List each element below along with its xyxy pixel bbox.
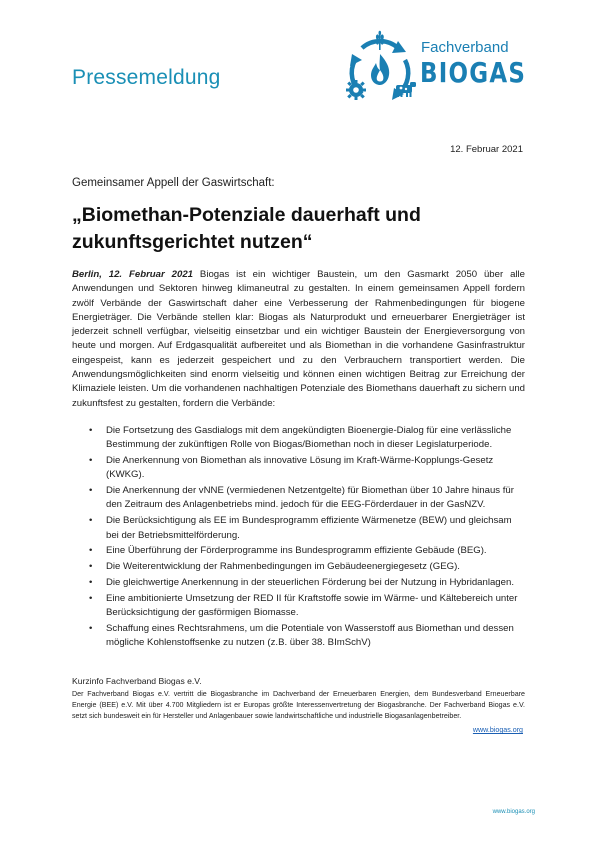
info-text: Der Fachverband Biogas e.V. vertritt die Biogasbranche im Dachverband der Erneuerbaren Energien, dem Bundesverband Erneuerbare Energie (BEE) e.V. Mit über 4.700 Mitgliedern ist er Europas größte Interessenvertretung der Biogasbranche. Der Fachverband Biogas e.V. setzt sich bundesweit ein für Hersteller und Anlagenbauer sowie landwirtschaftliche und industrielle Biogasanlagenbetreiber. xyxy=(72,690,525,720)
demands-list xyxy=(72,424,525,652)
bullet-icon: • xyxy=(89,622,93,634)
biogas-logo-icon xyxy=(340,30,420,110)
wheat-icon xyxy=(376,31,384,50)
list-item: • Eine Überführung der Förderprogramme ins Bundesprogramm effiziente Gebäude (BEG). xyxy=(72,544,525,558)
bullet-icon: • xyxy=(89,576,93,588)
list-item: • Die gleichwertige Anerkennung in der steuerlichen Förderung bei der Nutzung in Hybridanlagen. xyxy=(72,576,525,590)
brand-name-line2: BIOGAS xyxy=(420,56,527,89)
headline: „Biomethan-Potenziale dauerhaft und zukunftsgerichtet nutzen“ xyxy=(72,204,421,253)
bullet-icon: • xyxy=(89,485,93,497)
brand-name-line1: Fachverband xyxy=(421,39,509,56)
info-title: Kurzinfo Fachverband Biogas e.V. xyxy=(72,676,202,686)
bullet-icon: • xyxy=(89,561,93,573)
list-item: • Die Berücksichtigung als EE im Bundesprogramm effiziente Wärmenetze (BEW) und gleichsam bei der Betriebsmittelförderung. xyxy=(89,515,512,541)
body-lead: Berlin, 12. Februar 2021 xyxy=(72,269,193,280)
footer-url: www.biogas.org xyxy=(492,809,535,815)
release-date: 12. Februar 2021 xyxy=(450,144,523,155)
bullet-icon: • xyxy=(89,592,93,604)
gear-icon xyxy=(346,80,366,100)
list-item: • Die Anerkennung der vNNE (vermiedenen Netzentgelte) für Biomethan über 10 Jahre hinaus für den Zeitraum des Anlagenbetriebs mind. jedoch für die EEG-Förderdauer in der GasNZV. xyxy=(89,485,514,511)
list-item: • Die Anerkennung von Biomethan als innovative Lösung im Kraft-Wärme-Kopplungs-Gesetz (KWKG). xyxy=(89,455,494,481)
bullet-icon: • xyxy=(89,425,93,436)
list-item: • Die Weiterentwicklung der Rahmenbedingungen im Gebäudeenergiegesetz (GEG). xyxy=(72,560,525,574)
bullet-icon: • xyxy=(89,515,93,527)
list-item: • Eine ambitionierte Umsetzung der RED II für Kraftstoffe sowie im Wärme- und Kältebereich unter Berücksichtigung der gasförmigen Biomasse. xyxy=(89,592,518,619)
bullet-icon: • xyxy=(89,545,93,557)
body-text: Biogas ist ein wichtiger Baustein, um den Gasmarkt 2050 über alle Anwendungen und Sektoren hinweg klimaneutral zu gestalten. In einem gemeinsamen Appell fordern zwölf Verbände der Gaswirtschaft daher eine Verbesserung der Rahmenbedingungen für biogene Energieträger. Die Verbände stellen klar: Biogas als Naturprodukt und erneuerbarer Energieträger ist jederzeit schnell verfügbar, vielseitig einsetzbar und ein wichtiger Baustein der Energieversorgung von heute und morgen. Auf Erdgasqualität aufbereitet und als Biomethan in die vorhandene Gasinfrastruktur eingespeist, kann es jederzeit gespeichert und zu den Verbrauchern transportiert werden. Die Anwendungsmöglichkeiten sind enorm vielseitig und können einen wichtigen Beitrag zur Erreichung der Klimaziele leisten. Um die vorhandenen nachhaltigen Potenziale des Biomethans dauerhaft zu sichern und zukunftsfest zu gestalten, fordern die Verbände: xyxy=(72,269,526,409)
document-type-title: Pressemeldung xyxy=(72,66,221,89)
website-link[interactable]: www.biogas.org xyxy=(472,726,523,734)
list-item: • Schaffung eines Rechtsrahmens, um die Potentiale von Wasserstoff aus Biomethan und dessen mögliche Kohlenstoffsenke zu nutzen (z.B. über 38. BImSchV) xyxy=(89,622,514,649)
list-item: • Die Fortsetzung des Gasdialogs mit dem angekündigten Bioenergie-Dialog für eine verlässliche Bestimmung der zukünftigen Rolle von Biogas/Biomethan noch in dieser Legislaturperiode. xyxy=(89,425,512,451)
subline: Gemeinsamer Appell der Gaswirtschaft: xyxy=(72,177,275,189)
bullet-icon: • xyxy=(89,455,93,467)
body-paragraph xyxy=(72,268,525,411)
